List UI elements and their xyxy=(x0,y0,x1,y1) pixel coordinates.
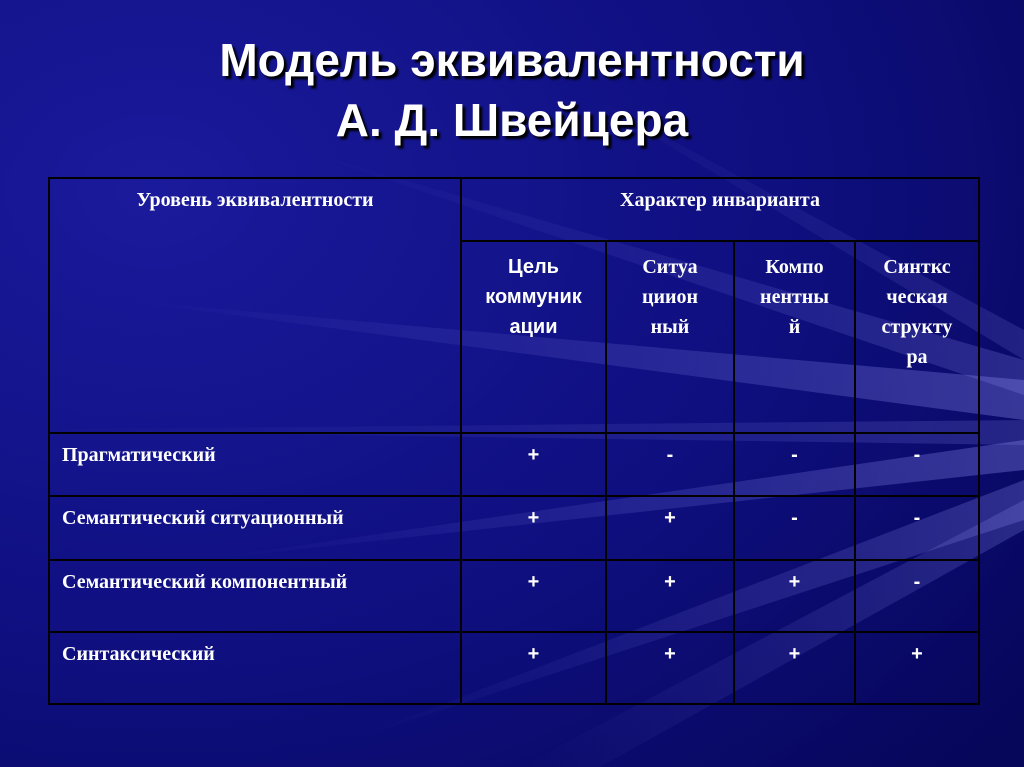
row-label: Семантический ситуационный xyxy=(49,496,461,560)
subheader-situational xyxy=(606,241,734,433)
subheader-line: ческая xyxy=(886,286,948,308)
equivalence-table xyxy=(48,177,980,705)
mark-cell: + xyxy=(606,560,734,632)
table-row xyxy=(49,632,979,704)
subheader-line: коммуник xyxy=(485,286,582,308)
subheader-line: нентны xyxy=(760,286,829,308)
subheader-communication-goal xyxy=(461,241,606,433)
mark-cell: + xyxy=(734,632,855,704)
slide-title xyxy=(0,30,1024,150)
subheader-line: ра xyxy=(906,346,928,368)
table-row xyxy=(49,560,979,632)
subheader-component xyxy=(734,241,855,433)
mark-cell: - xyxy=(855,496,979,560)
mark-cell: - xyxy=(734,496,855,560)
mark-cell: + xyxy=(461,496,606,560)
mark-cell: + xyxy=(606,496,734,560)
subheader-line: Компо xyxy=(765,256,824,278)
header-invariant: Характер инварианта xyxy=(461,178,979,241)
mark-cell: + xyxy=(461,632,606,704)
table-row xyxy=(49,433,979,496)
subheader-line: Синткс xyxy=(883,256,951,278)
subheader-line: Ситуа xyxy=(642,256,698,278)
row-label: Прагматический xyxy=(49,433,461,496)
subheader-line: ации xyxy=(509,316,558,338)
mark-cell: - xyxy=(855,433,979,496)
row-label: Семантический компонентный xyxy=(49,560,461,632)
mark-cell: + xyxy=(606,632,734,704)
table-row xyxy=(49,496,979,560)
title-line-2: А. Д. Швейцера xyxy=(335,94,689,146)
mark-cell: + xyxy=(734,560,855,632)
mark-cell: - xyxy=(855,560,979,632)
subheader-line: й xyxy=(788,316,801,338)
mark-cell: + xyxy=(855,632,979,704)
subheader-line: структу xyxy=(881,316,953,338)
row-label: Синтаксический xyxy=(49,632,461,704)
subheader-syntactic-structure xyxy=(855,241,979,433)
mark-cell: - xyxy=(606,433,734,496)
mark-cell: + xyxy=(461,433,606,496)
mark-cell: + xyxy=(461,560,606,632)
title-line-1: Модель эквивалентности xyxy=(219,34,805,86)
subheader-line: циион xyxy=(641,286,699,308)
header-level: Уровень эквивалентности xyxy=(49,178,461,433)
subheader-line: ный xyxy=(650,316,690,338)
mark-cell: - xyxy=(734,433,855,496)
subheader-line: Цель xyxy=(508,256,559,278)
